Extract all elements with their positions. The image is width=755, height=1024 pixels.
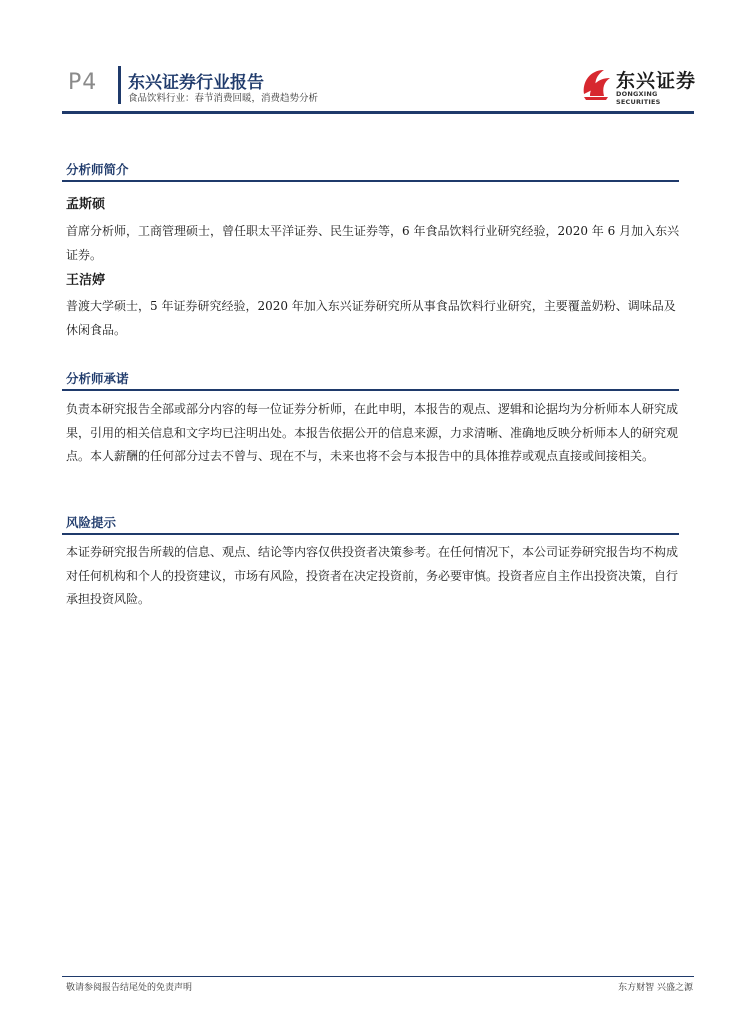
analyst-bio: 首席分析师，工商管理硕士，曾任职太平洋证券、民生证券等，6 年食品饮料行业研究经验，2020 年 6 月加入东兴证券。 <box>66 224 680 262</box>
section-rule <box>62 180 679 182</box>
analyst-bio: 普渡大学硕士，5 年证券研究经验，2020 年加入东兴证券研究所从事食品饮料行业研究，主要覆盖奶粉、调味品及休闲食品。 <box>66 299 676 337</box>
analyst-name: 孟斯硕 <box>66 197 106 212</box>
section-title-commitment: 分析师承诺 <box>66 371 129 386</box>
logo-chinese-name: 东兴证券 <box>616 70 697 92</box>
section-title-risk: 风险提示 <box>66 515 117 530</box>
risk-text: 本证券研究报告所载的信息、观点、结论等内容仅供投资者决策参考。在任何情况下，本公司证券研究报告均不构成对任何机构和个人的投资建议，市场有风险，投资者在决定投资前，务必要审慎。投资者应自主作出投资决策，自行承担投资风险。 <box>66 545 679 606</box>
section-rule <box>62 389 679 391</box>
page-number: P4 <box>68 70 98 95</box>
report-subtitle: 食品饮料行业：春节消费回暖，消费趋势分析 <box>128 93 319 104</box>
analyst-name: 王洁婷 <box>66 273 106 288</box>
header-rule <box>62 111 694 114</box>
footer-slogan: 东方财智 兴盛之源 <box>618 983 693 993</box>
logo-english-name: DONGXING SECURITIES <box>616 90 661 106</box>
section-rule <box>62 533 679 535</box>
footer-rule <box>62 976 694 977</box>
report-type-title: 东兴证券行业报告 <box>128 73 264 93</box>
commitment-text: 负责本研究报告全部或部分内容的每一位证券分析师，在此申明，本报告的观点、逻辑和论据均为分析师本人研究成果，引用的相关信息和文字均已注明出处。本报告依据公开的信息来源，力求清晰、准确地反映分析师本人的研究观点。本人薪酬的任何部分过去不曾与、现在不与，未来也将不会与本报告中的具体推荐或观点直接或间接相关。 <box>66 402 679 463</box>
footer-disclaimer-note: 敬请参阅报告结尾处的免责声明 <box>66 983 193 993</box>
company-logo <box>580 66 700 106</box>
header-divider <box>118 66 121 104</box>
section-title-analyst-intro: 分析师简介 <box>66 162 129 177</box>
logo-mark-icon <box>580 66 612 100</box>
